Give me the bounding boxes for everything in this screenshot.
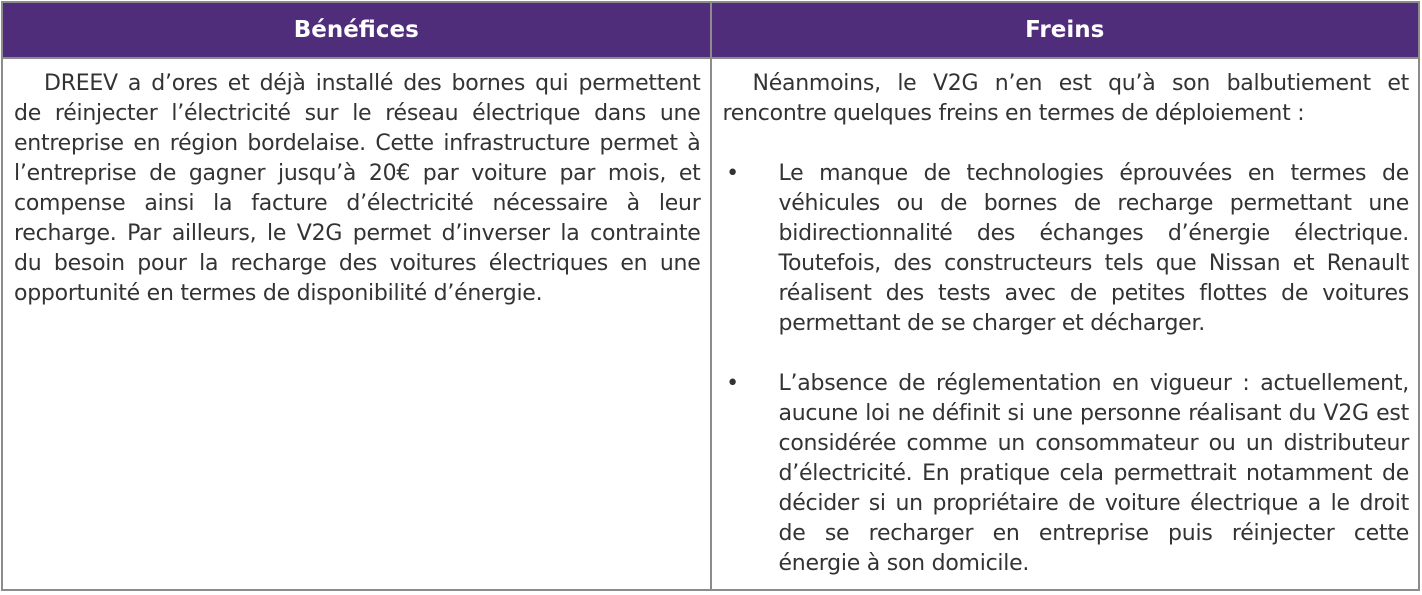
header-row xyxy=(2,2,1419,58)
comparison-table xyxy=(1,1,1420,591)
benefits-paragraph: DREEV a d’ores et déjà installé des bornes qui permettent de réinjecter l’électricité sur le réseau électrique dans une entreprise en région bordelaise. Cette infrastructure permet à l’entreprise de gagner jusqu’à 20€ par voiture par mois, et compense ainsi la facture d’électricité nécessaire à leur recharge. Par ailleurs, le V2G permet d’inverser la contrainte du besoin pour la recharge des voitures électriques en une opportunité en termes de disponibilité d’énergie. xyxy=(14,71,701,306)
list-item-text: Le manque de technologies éprouvées en termes de véhicules ou de bornes de recharge permettant une bidirectionnalité des échanges d’énergie électrique. Toutefois, des constructeurs tels que Nissan et Renault réalisent des tests avec de petites flottes de voitures permettant de se charger et décharger. xyxy=(778,161,1409,336)
list-item xyxy=(723,369,1410,579)
list-item-text: L’absence de réglementation en vigueur : actuellement, aucune loi ne définit si une personne réalisant du V2G est considérée comme un consommateur ou un distributeur d’électricité. En pratique cela permettrait notamment de décider si un propriétaire de voiture électrique a le droit de se recharger en entreprise puis réinjecter cette énergie à son domicile. xyxy=(778,371,1409,576)
obstacles-cell xyxy=(711,58,1420,590)
obstacles-list xyxy=(723,159,1410,579)
content-row xyxy=(2,58,1419,590)
obstacles-header: Freins xyxy=(711,2,1420,58)
list-item xyxy=(723,159,1410,339)
benefits-header: Bénéfices xyxy=(2,2,711,58)
obstacles-intro: Néanmoins, le V2G n’en est qu’à son balbutiement et rencontre quelques freins en termes de déploiement : xyxy=(722,71,1409,126)
bullet-icon: • xyxy=(726,161,739,186)
benefits-cell xyxy=(2,58,711,590)
bullet-icon: • xyxy=(726,371,739,396)
